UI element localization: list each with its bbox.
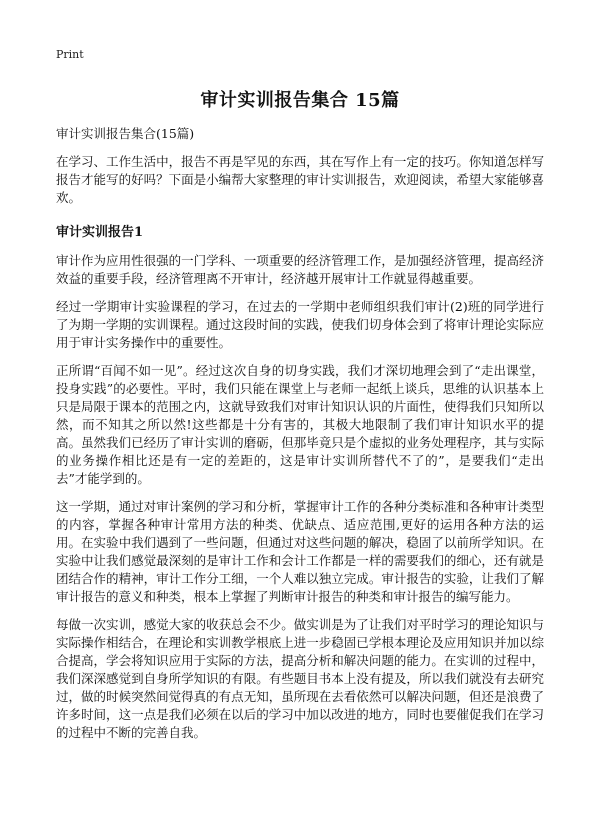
document-subtitle: 审计实训报告集合(15篇) <box>56 126 195 141</box>
body-paragraph: 这一学期，通过对审计案例的学习和分析，掌握审计工作的各种分类标准和各种审计类型的内容，掌握各种审计常用方法的种类、优缺点、适应范围,更好的运用各种方法的运用。在实验中我们遇到了一些问题，但通过对这些问题的解决，稳固了以前所学知识。在实验中让我们感觉最深刻的是审计工作和会计工作都是一样的需要我们的细心，还有就是团结合作的精神，审计工作分工细，一个人难以独立完成。审计报告的实验，让我们了解审计报告的意义和种类，根本上掌握了判断审计报告的种类和审计报告的编写能力。 <box>56 499 544 604</box>
page-title: 审计实训报告集合 15篇 <box>200 90 400 111</box>
body-paragraph: 每做一次实训，感觉大家的收获总会不少。做实训是为了让我们对平时学习的理论知识与实际操作相结合，在理论和实训教学根底上进一步稳固已学根本理论及应用知识并加以综合提高，学会将知识应用于实际的方法，提高分析和解决问题的能力。在实训的过程中，我们深深感觉到自身所学知识的有限。有些题目书本上没有提及，所以我们就没有去研究过，做的时候突然间觉得真的有点无知，虽所现在去看依然可以解决问题，但还是浪费了许多时间，这一点是我们必须在以后的学习中加以改进的地方，同时也要催促我们在学习的过程中不断的完善自我。 <box>56 617 544 740</box>
body-paragraph: 经过一学期审计实验课程的学习，在过去的一学期中老师组织我们审计(2)班的同学进行了为期一学期的实训课程。通过这段时间的实践，使我们切身体会到了将审计理论实际应用于审计实务操作中的重要性。 <box>56 299 544 350</box>
print-link[interactable]: Print <box>56 48 84 61</box>
body-paragraph: 正所谓“百闻不如一见”。经过这次自身的切身实践，我们才深切地理会到了“走出课堂，投身实践”的必要性。平时，我们只能在课堂上与老师一起纸上谈兵，思维的认识基本上只是局限于课本的范围之内，这就导致我们对审计知识认识的片面性，使得我们只知所以然，而不知其之所以然!这些都是十分有害的，其极大地限制了我们审计知识水平的提高。虽然我们已经历了审计实训的磨砺，但那毕竟只是个虚拟的业务处理程序，其与实际的业务操作相比还是有一定的差距的，这是审计实训所替代不了的”，是要我们“走出去”才能学到的。 <box>56 363 544 486</box>
intro-paragraph: 在学习、工作生活中，报告不再是罕见的东西，其在写作上有一定的技巧。你知道怎样写报告才能写的好吗？下面是小编帮大家整理的审计实训报告，欢迎阅读，希望大家能够喜欢。 <box>56 154 544 205</box>
section-heading: 审计实训报告1 <box>56 225 144 240</box>
body-paragraph: 审计作为应用性很强的一门学科、一项重要的经济管理工作，是加强经济管理，提高经济效益的重要手段，经济管理离不开审计，经济越开展审计工作就显得越重要。 <box>56 253 544 286</box>
